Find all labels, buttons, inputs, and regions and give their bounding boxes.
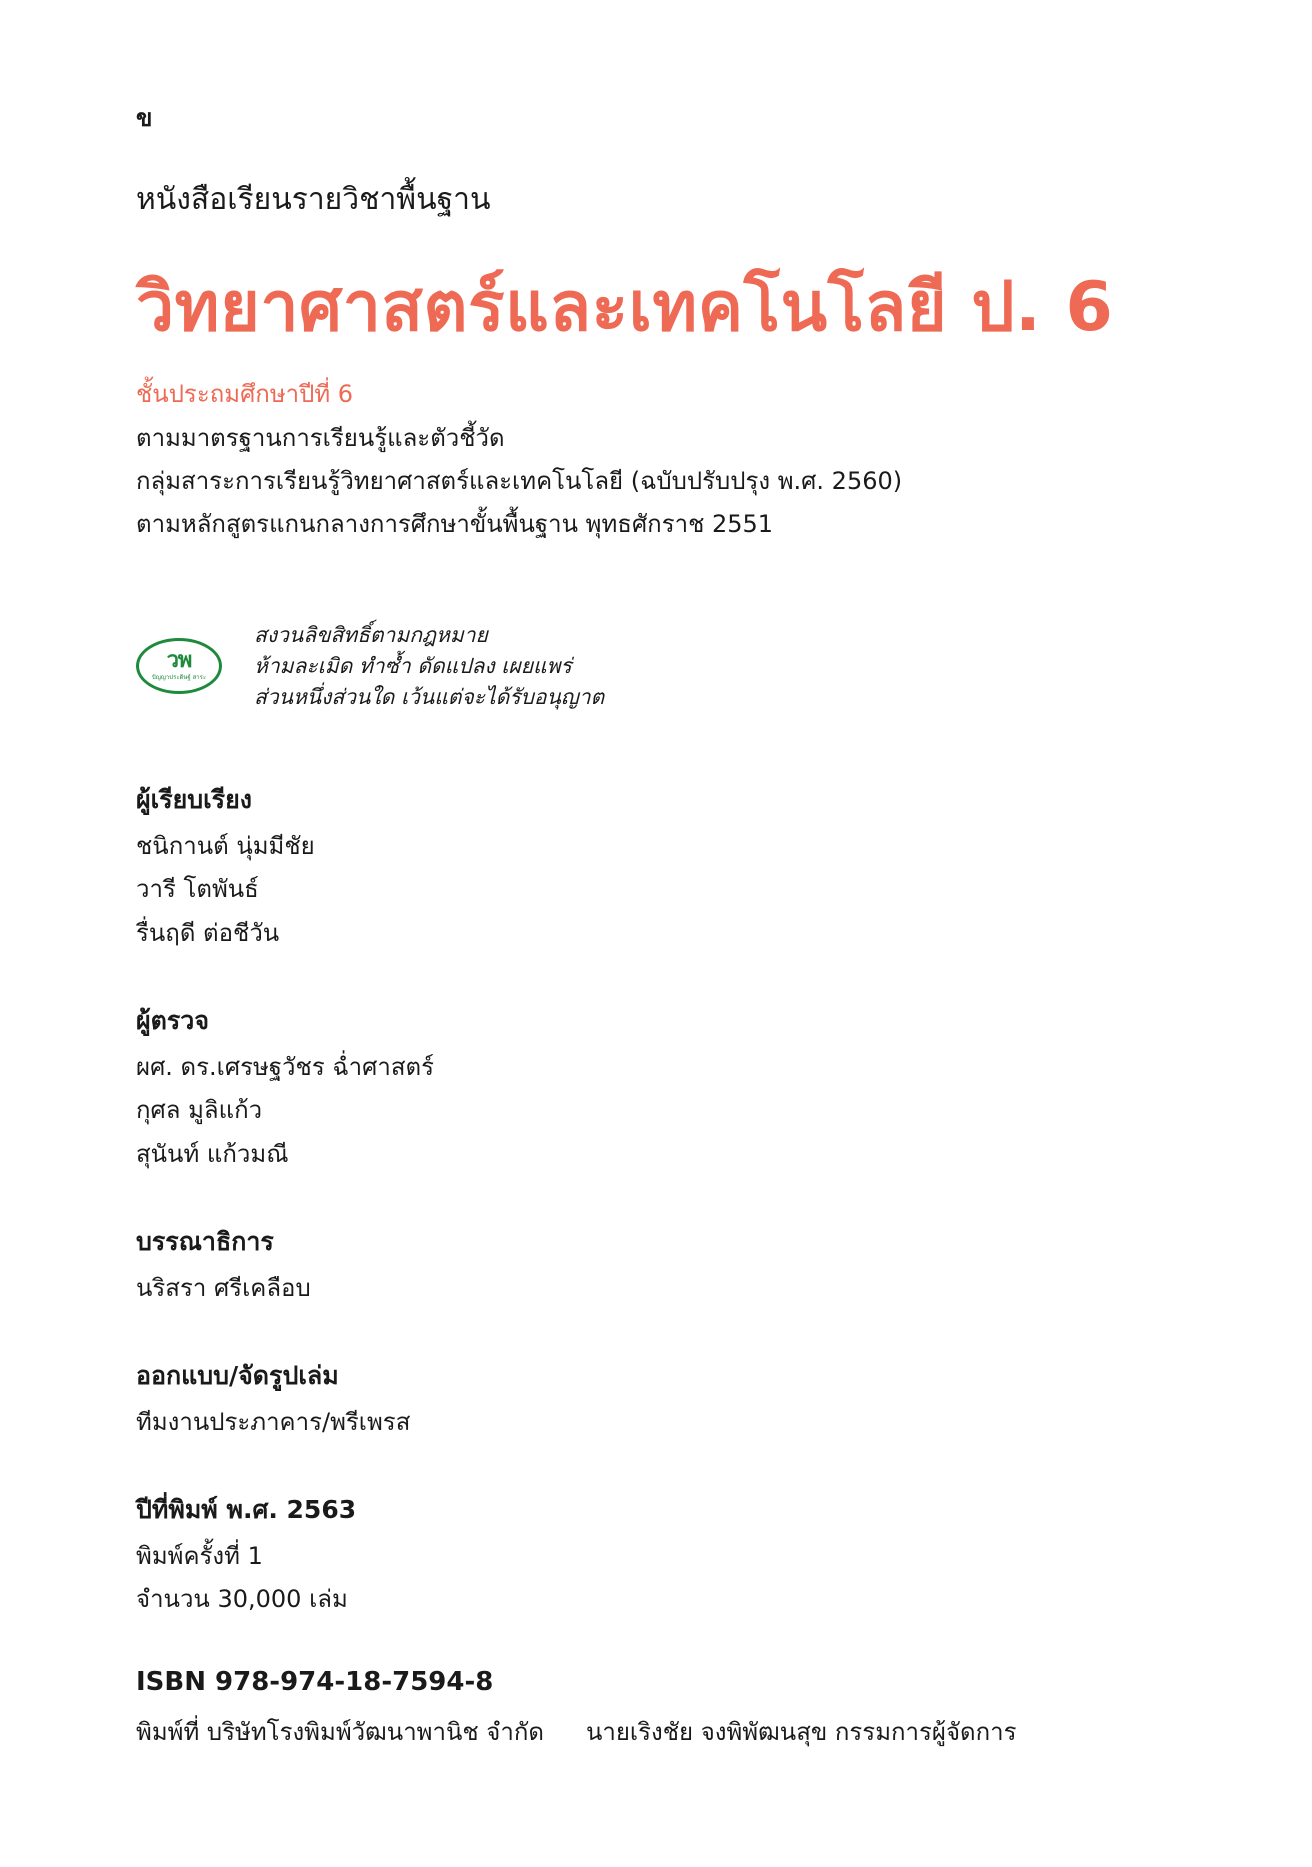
page-letter: ข (136, 104, 153, 132)
spacer (544, 1712, 586, 1751)
author-name: รื่นฤดี ต่อชีวัน (136, 919, 280, 947)
design-heading: ออกแบบ/จัดรูปเล่ม (136, 1361, 339, 1390)
publication-year-heading: ปีที่พิมพ์ พ.ศ. 2563 (136, 1495, 357, 1524)
book-type-label: หนังสือเรียนรายวิชาพื้นฐาน (136, 182, 491, 217)
copyright-line: ห้ามละเมิด ทำซ้ำ ดัดแปลง เผยแพร่ (254, 653, 572, 678)
edition-number: พิมพ์ครั้งที่ 1 (136, 1542, 263, 1570)
publisher-logo-icon (136, 638, 222, 694)
publisher-logo-mark: วพ (166, 648, 192, 673)
author-name: ชนิกานต์ นุ่มมีชัย (136, 832, 315, 860)
author-name: วารี โตพันธ์ (136, 875, 259, 903)
managing-director: นายเริงชัย จงพิพัฒนสุข กรรมการผู้จัดการ (585, 1718, 1017, 1746)
standards-line: กลุ่มสาระการเรียนรู้วิทยาศาสตร์และเทคโนโลยี (ฉบับปรับปรุง พ.ศ. 2560) (136, 467, 903, 495)
publisher-logo-subtext: ปัญญาประดิษฐ์ สาระ (151, 674, 207, 681)
standards-line: ตามมาตรฐานการเรียนรู้และตัวชี้วัด (136, 424, 505, 452)
reviewer-name: สุนันท์ แก้วมณี (136, 1140, 289, 1168)
editor-name: นริสรา ศรีเคลือบ (136, 1274, 311, 1302)
standards-line: ตามหลักสูตรแกนกลางการศึกษาขั้นพื้นฐาน พุทธศักราช 2551 (136, 510, 774, 538)
reviewer-name: กุศล มูลิแก้ว (136, 1096, 263, 1124)
copyright-notice (136, 618, 604, 714)
grade-level: ชั้นประถมศึกษาปีที่ 6 (136, 380, 354, 408)
printer-info (136, 1712, 1017, 1751)
reviewers-heading: ผู้ตรวจ (136, 1006, 209, 1035)
reviewer-name: ผศ. ดร.เศรษฐวัชร ฉ่ำศาสตร์ (136, 1053, 434, 1081)
printer-name: พิมพ์ที่ บริษัทโรงพิมพ์วัฒนาพานิช จำกัด (136, 1718, 544, 1746)
design-team-name: ทีมงานประภาคาร/พรีเพรส (136, 1408, 411, 1436)
copyright-line: สงวนลิขสิทธิ์ตามกฎหมาย (254, 622, 488, 647)
copyright-line: ส่วนหนึ่งส่วนใด เว้นแต่จะได้รับอนุญาต (254, 684, 605, 709)
book-title: วิทยาศาสตร์และเทคโนโลยี ป. 6 (136, 268, 1114, 347)
authors-heading: ผู้เรียบเรียง (136, 785, 252, 814)
editor-heading: บรรณาธิการ (136, 1227, 274, 1256)
print-run: จำนวน 30,000 เล่ม (136, 1585, 348, 1613)
copyright-text (254, 621, 604, 712)
isbn: ISBN 978-974-18-7594-8 (136, 1667, 494, 1697)
